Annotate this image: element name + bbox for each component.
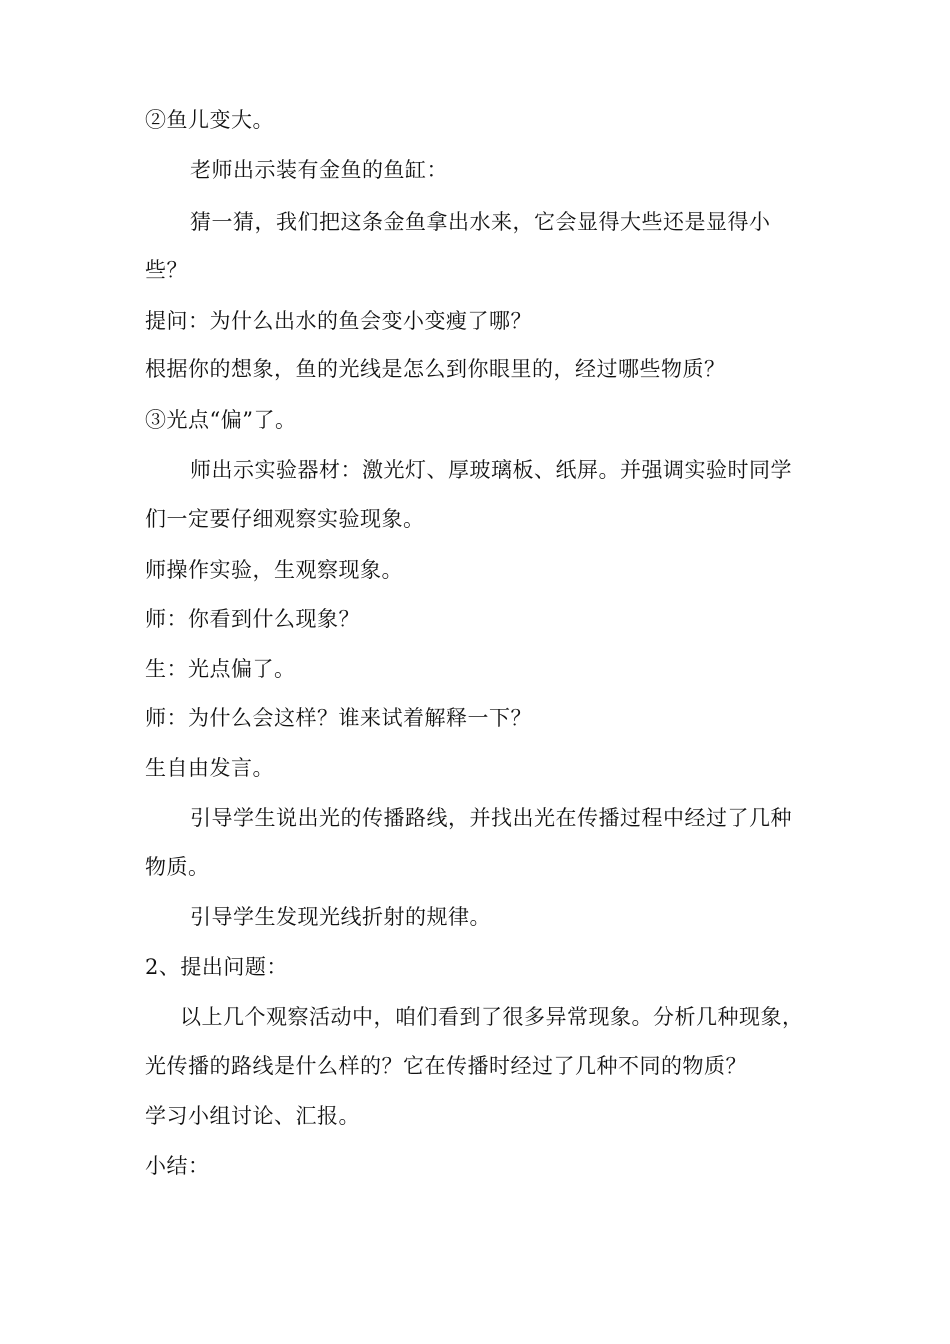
text-line-22: 小结： — [145, 1154, 210, 1178]
text-line-21: 学习小组讨论、汇报。 — [145, 1104, 360, 1128]
text-line-5: 提问：为什么出水的鱼会变小变瘦了哪？ — [145, 309, 532, 333]
text-line-7: ③光点“偏”了。 — [145, 408, 297, 432]
text-line-8: 师出示实验器材：激光灯、厚玻璃板、纸屏。并强调实验时同学 — [190, 458, 792, 482]
text-line-14: 生自由发言。 — [145, 756, 274, 780]
text-line-3: 猜一猜，我们把这条金鱼拿出水来，它会显得大些还是显得小 — [190, 210, 771, 234]
text-line-4: 些？ — [145, 258, 188, 282]
text-line-19: 以上几个观察活动中，咱们看到了很多异常现象。分析几种现象， — [180, 1005, 804, 1029]
text-line-18: 2、提出问题： — [145, 955, 288, 979]
text-line-6: 根据你的想象，鱼的光线是怎么到你眼里的，经过哪些物质？ — [145, 357, 726, 381]
text-line-15: 引导学生说出光的传播路线，并找出光在传播过程中经过了几种 — [190, 806, 792, 830]
text-line-13: 师：为什么会这样？谁来试着解释一下？ — [145, 706, 532, 730]
text-line-2: 老师出示装有金鱼的鱼缸： — [190, 158, 448, 182]
text-line-1: ②鱼儿变大。 — [145, 108, 274, 132]
text-line-17: 引导学生发现光线折射的规律。 — [190, 905, 491, 929]
text-line-10: 师操作实验，生观察现象。 — [145, 558, 403, 582]
text-line-11: 师：你看到什么现象？ — [145, 607, 360, 631]
text-line-16: 物质。 — [145, 855, 210, 879]
text-line-9: 们一定要仔细观察实验现象。 — [145, 507, 425, 531]
text-line-20: 光传播的路线是什么样的？它在传播时经过了几种不同的物质？ — [145, 1054, 747, 1078]
text-line-12: 生：光点偏了。 — [145, 657, 296, 681]
